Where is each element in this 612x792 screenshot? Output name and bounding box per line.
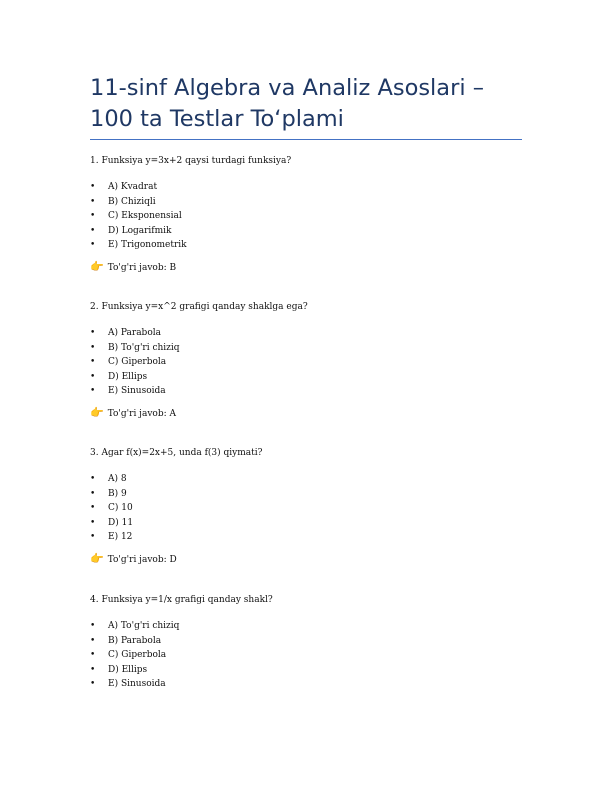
bullet-dot-icon: • bbox=[90, 503, 96, 514]
list-item bbox=[90, 355, 180, 370]
option-label: D) Ellips bbox=[108, 664, 148, 675]
list-item bbox=[90, 663, 179, 678]
option-label: A) 8 bbox=[108, 474, 127, 484]
option-label: D) Ellips bbox=[108, 371, 148, 382]
title-underline bbox=[90, 139, 522, 140]
bullet-dot-icon: • bbox=[90, 679, 96, 690]
list-item bbox=[90, 180, 187, 195]
bullet-dot-icon: • bbox=[90, 621, 96, 631]
list-item bbox=[90, 648, 179, 663]
option-label: A) Parabola bbox=[108, 328, 161, 338]
bullet-dot-icon: • bbox=[90, 474, 96, 484]
option-label: B) Parabola bbox=[108, 635, 162, 646]
bullet-dot-icon: • bbox=[90, 650, 96, 661]
list-item bbox=[90, 224, 187, 239]
list-item bbox=[90, 530, 133, 545]
list-item bbox=[90, 384, 180, 399]
question-block bbox=[90, 447, 530, 565]
option-label: B) Chiziqli bbox=[108, 196, 156, 207]
pointing-hand-icon: 👉 bbox=[90, 406, 104, 419]
option-label: C) Giperbola bbox=[108, 357, 167, 368]
option-label: E) Sinusoida bbox=[108, 386, 166, 397]
list-item bbox=[90, 326, 180, 341]
option-label: C) Giperbola bbox=[108, 650, 167, 661]
answer-text: To'g'ri javob: B bbox=[107, 263, 177, 273]
option-label: C) Eksponensial bbox=[108, 211, 182, 222]
list-item bbox=[90, 619, 179, 634]
option-label: B) To'g'ri chiziq bbox=[108, 342, 180, 353]
list-item bbox=[90, 634, 179, 649]
question-text: 3. Agar f(x)=2x+5, unda f(3) qiymati? bbox=[90, 448, 263, 458]
question-block bbox=[90, 594, 530, 690]
list-item bbox=[90, 341, 180, 356]
answer-text: To'g'ri javob: A bbox=[107, 409, 176, 419]
question-text: 1. Funksiya y=3x+2 qaysi turdagi funksiya? bbox=[90, 156, 292, 166]
bullet-dot-icon: • bbox=[90, 664, 96, 675]
document-title: 11-sinf Algebra va Analiz Asoslari – 100 ta Testlar To‘plami bbox=[90, 75, 485, 132]
options-list bbox=[90, 180, 187, 253]
bullet-dot-icon: • bbox=[90, 532, 96, 543]
list-item bbox=[90, 472, 133, 487]
question-text: 4. Funksiya y=1/x grafigi qanday shakl? bbox=[90, 595, 273, 605]
bullet-dot-icon: • bbox=[90, 517, 96, 528]
bullet-dot-icon: • bbox=[90, 357, 96, 368]
options-list bbox=[90, 326, 180, 399]
pointing-hand-icon: 👉 bbox=[90, 552, 104, 565]
bullet-dot-icon: • bbox=[90, 371, 96, 382]
bullet-dot-icon: • bbox=[90, 635, 96, 646]
question-block bbox=[90, 155, 530, 273]
answer-text: To'g'ri javob: D bbox=[107, 555, 177, 565]
option-label: E) Trigonometrik bbox=[108, 240, 187, 251]
option-label: D) 11 bbox=[108, 517, 134, 528]
bullet-dot-icon: • bbox=[90, 342, 96, 353]
list-item bbox=[90, 209, 187, 224]
list-item bbox=[90, 370, 180, 385]
list-item bbox=[90, 677, 179, 692]
list-item bbox=[90, 487, 133, 502]
option-label: E) Sinusoida bbox=[108, 679, 166, 690]
question-text: 2. Funksiya y=x^2 grafigi qanday shaklga ega? bbox=[90, 302, 308, 312]
list-item bbox=[90, 238, 187, 253]
options-list bbox=[90, 619, 179, 692]
options-list bbox=[90, 472, 133, 545]
answer-line bbox=[90, 260, 176, 275]
option-label: E) 12 bbox=[108, 532, 133, 543]
bullet-dot-icon: • bbox=[90, 225, 96, 236]
bullet-dot-icon: • bbox=[90, 240, 96, 251]
answer-line bbox=[90, 552, 177, 567]
question-block bbox=[90, 301, 530, 419]
bullet-dot-icon: • bbox=[90, 328, 96, 338]
pointing-hand-icon: 👉 bbox=[90, 260, 104, 273]
option-label: A) To'g'ri chiziq bbox=[108, 621, 180, 631]
bullet-dot-icon: • bbox=[90, 182, 96, 192]
option-label: C) 10 bbox=[108, 503, 133, 514]
option-label: B) 9 bbox=[108, 488, 127, 499]
option-label: A) Kvadrat bbox=[108, 182, 158, 192]
list-item bbox=[90, 516, 133, 531]
bullet-dot-icon: • bbox=[90, 196, 96, 207]
bullet-dot-icon: • bbox=[90, 211, 96, 222]
list-item bbox=[90, 195, 187, 210]
option-label: D) Logarifmik bbox=[108, 225, 172, 236]
answer-line bbox=[90, 406, 176, 421]
bullet-dot-icon: • bbox=[90, 386, 96, 397]
list-item bbox=[90, 501, 133, 516]
bullet-dot-icon: • bbox=[90, 488, 96, 499]
